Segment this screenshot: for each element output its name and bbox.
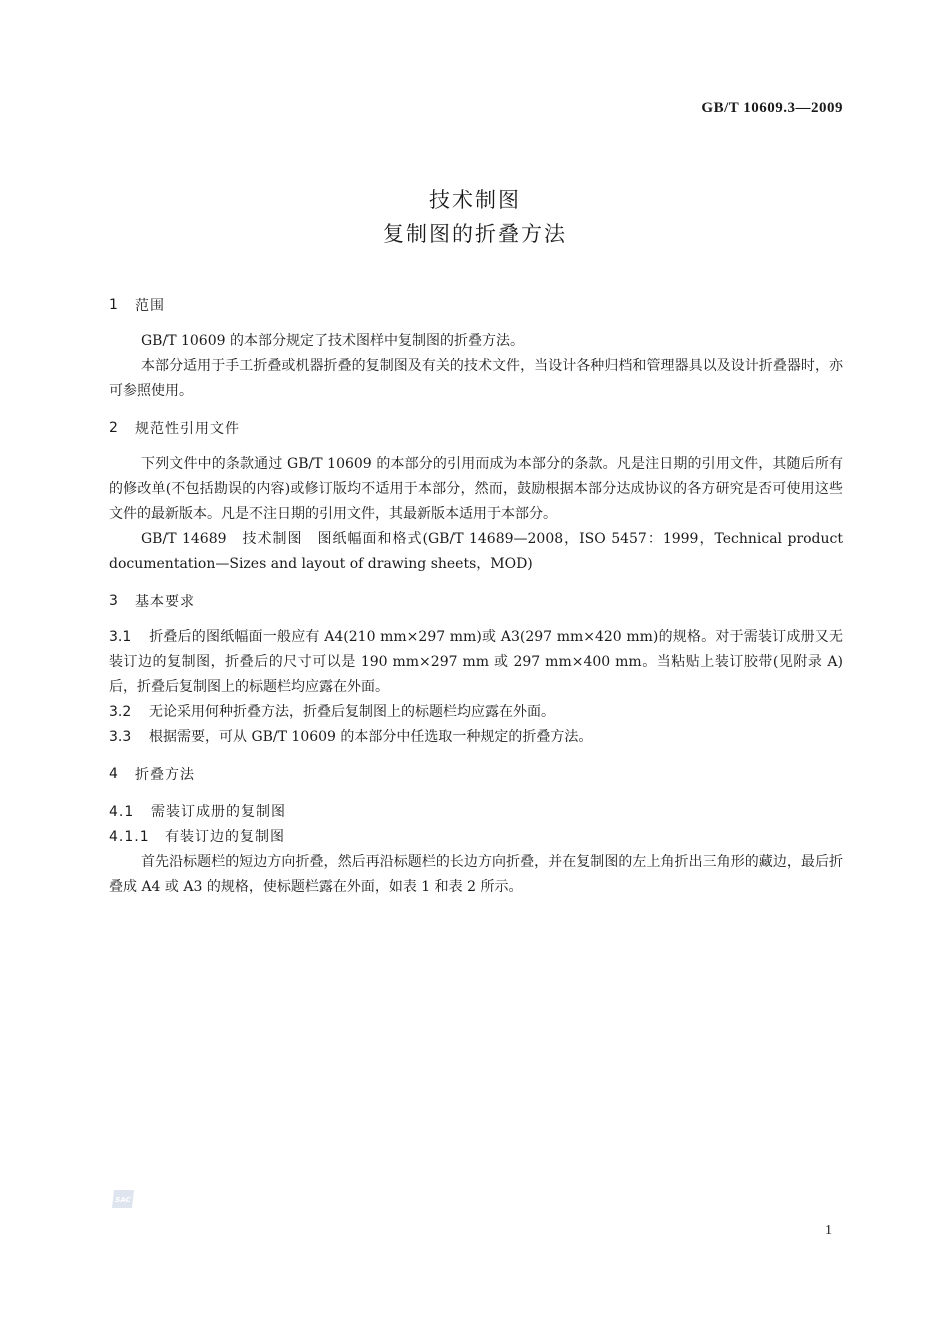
page-number: 1	[825, 1223, 832, 1238]
section-number: 1	[109, 297, 119, 313]
subsection-4-1-1-heading	[109, 825, 843, 850]
clause-text: 根据需要，可从 GB/T 10609 的本部分中任选取一种规定的折叠方法。	[149, 729, 593, 745]
clause-text: 折叠后的图纸幅面一般应有 A4(210 mm×297 mm)或 A3(297 mm×420 mm)的规格。对于需装订成册又无装订边的复制图，折叠后的尺寸可以是 190 mm×297 mm 或 297 mm×400 mm。当粘贴上装订胶带(见附录 A)后，折叠后复制图上的标题栏均应露在外面。	[109, 629, 843, 695]
clause-3-3	[109, 725, 843, 750]
section-4-paragraph-1: 首先沿标题栏的短边方向折叠，然后再沿标题栏的长边方向折叠，并在复制图的左上角折出三角形的藏边，最后折叠成 A4 或 A3 的规格，使标题栏露在外面，如表 1 和表 2 所示。	[109, 854, 843, 895]
section-2-paragraph-1: 下列文件中的条款通过 GB/T 10609 的本部分的引用而成为本部分的条款。凡是注日期的引用文件，其随后所有的修改单(不包括勘误的内容)或修订版均不适用于本部分，然而，鼓励根据本部分达成协议的各方研究是否可使用这些文件的最新版本。凡是不注日期的引用文件，其最新版本适用于本部分。	[109, 456, 843, 522]
standard-code: GB/T 10609.3—2009	[701, 100, 843, 116]
section-1-heading	[109, 295, 843, 315]
section-title: 规范性引用文件	[135, 421, 240, 437]
clause-number: 3.1	[109, 629, 132, 645]
subsection-title: 有装订边的复制图	[165, 829, 285, 845]
clause-text: 无论采用何种折叠方法，折叠后复制图上的标题栏均应露在外面。	[149, 704, 555, 720]
title-line-1: 技术制图	[429, 188, 521, 212]
subsection-title: 需装订成册的复制图	[151, 804, 286, 820]
clause-3-2	[109, 700, 843, 725]
subsection-number: 4.1	[109, 804, 135, 820]
section-title: 基本要求	[135, 594, 195, 610]
svg-text:SAC: SAC	[115, 1196, 131, 1204]
subsection-4-1-heading	[109, 800, 843, 825]
sac-logo-icon	[110, 1188, 136, 1210]
section-number: 4	[109, 766, 119, 782]
section-2-reference: GB/T 14689 技术制图 图纸幅面和格式(GB/T 14689—2008，ISO 5457：1999，Technical product documentation—Sizes and layout of drawing sheets，MOD)	[109, 531, 843, 572]
section-title: 折叠方法	[135, 767, 195, 783]
section-number: 3	[109, 593, 119, 609]
section-title: 范围	[135, 298, 165, 314]
clause-3-1	[109, 625, 843, 700]
section-3-heading	[109, 591, 843, 611]
clause-number: 3.3	[109, 729, 132, 745]
title-line-2: 复制图的折叠方法	[383, 222, 567, 246]
section-4-heading	[109, 764, 843, 784]
section-1-paragraph-2: 本部分适用于手工折叠或机器折叠的复制图及有关的技术文件，当设计各种归档和管理器具以及设计折叠器时，亦可参照使用。	[109, 358, 843, 399]
section-number: 2	[109, 420, 119, 436]
subsection-number: 4.1.1	[109, 829, 150, 845]
section-1-paragraph-1: GB/T 10609 的本部分规定了技术图样中复制图的折叠方法。	[141, 333, 524, 349]
document-title	[0, 183, 950, 251]
document-body	[109, 292, 843, 900]
clause-number: 3.2	[109, 704, 132, 720]
section-2-heading	[109, 418, 843, 438]
